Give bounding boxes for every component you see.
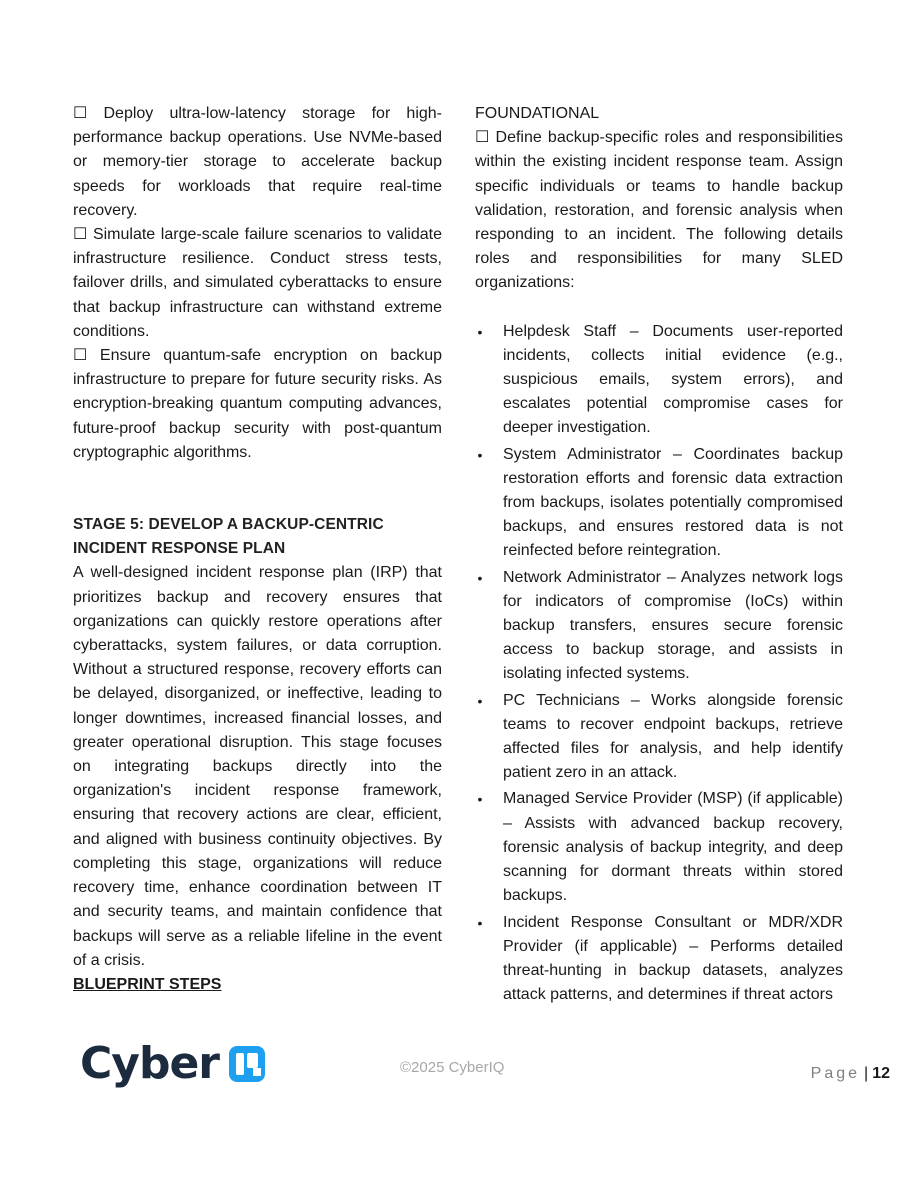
iq-logo-icon (227, 1044, 267, 1084)
page-label: Page (810, 1065, 861, 1082)
cyberiq-logo (80, 1038, 267, 1089)
paragraph-simulate-failure: ☐ Simulate large-scale failure scenarios to validate infrastructure resilience. Conduct stress tests, failover drills, and simulated cyberattacks to ensure that backup infrastructure can withstand extreme conditions. (73, 226, 442, 340)
stage-title-line1: STAGE 5: DEVELOP A BACKUP-CENTRIC (73, 516, 384, 534)
stage-title-line2: INCIDENT RESPONSE PLAN (73, 540, 286, 558)
right-column (475, 102, 843, 1009)
page-number (811, 1065, 890, 1083)
roles-list (475, 320, 843, 1008)
roles-intro: ☐ Define backup-specific roles and responsibilities within the existing incident response team. Assign specific individuals or teams to handle backup validation, restoration, and forensic analysis when responding to an incident. The following details roles and responsibilities for many SLED organizations: (475, 129, 843, 292)
list-item: • System Administrator – Coordinates backup restoration efforts and forensic data extraction from backups, isolates potentially compromised backups, and ensures restored data is not reinfected before reintegration. (475, 443, 843, 564)
blueprint-steps-heading: BLUEPRINT STEPS (73, 975, 222, 993)
bullet-icon: • (477, 569, 483, 586)
copyright: ©2025 CyberIQ (400, 1059, 505, 1076)
bullet-icon: • (477, 914, 483, 931)
paragraph-quantum-safe: ☐ Ensure quantum-safe encryption on backup infrastructure to prepare for future security risks. As encryption-breaking quantum computing advances, future-proof backup security with post-quantum cryptographic algorithms. (73, 347, 442, 461)
bullet-icon: • (477, 791, 483, 808)
list-item: • Network Administrator – Analyzes network logs for indicators of compromise (IoCs) within backup transfers, ensures secure forensic access to backup storage, and assists in isolating infected systems. (475, 566, 843, 687)
foundational-heading: FOUNDATIONAL (475, 105, 600, 122)
stage-body: A well-designed incident response plan (IRP) that prioritizes backup and recovery ensures that organizations can quickly restore operations after cyberattacks, system failures, or data corruption. Without a structured response, recovery efforts can be delayed, disorganized, or ineffective, leading to longer downtimes, increased financial losses, and greater operational disruption. This stage focuses on integrating backups directly into the organization's incident response framework, ensuring that recovery actions are clear, efficient, and aligned with business continuity objectives. By completing this stage, organizations will reduce recovery time, enhance coordination between IT and security teams, and maintain confidence that backups will serve as a reliable lifeline in the event of a crisis. (73, 564, 442, 969)
list-item: • Helpdesk Staff – Documents user-reported incidents, collects initial evidence (e.g., suspicious emails, system errors), and escalates potential compromise cases for deeper investigation. (475, 320, 843, 441)
paragraph-ultra-low-latency: ☐ Deploy ultra-low-latency storage for high-performance backup operations. Use NVMe-based or memory-tier storage to accelerate backup speeds for workloads that require real-time recovery. (73, 105, 442, 219)
list-item: • Incident Response Consultant or MDR/XDR Provider (if applicable) – Performs detailed threat-hunting in backup datasets, analyzes attack patterns, and determines if threat actors (475, 911, 843, 1008)
bullet-icon: • (477, 692, 483, 709)
left-column (73, 102, 442, 997)
list-item: • Managed Service Provider (MSP) (if applicable) – Assists with advanced backup recovery, forensic analysis of backup integrity, and deep scanning for dormant threats within stored backups. (475, 787, 843, 908)
page-number-value: 12 (872, 1065, 890, 1082)
bullet-icon: • (477, 323, 483, 340)
logo-wordmark: Cyber (80, 1038, 220, 1089)
list-item: • PC Technicians – Works alongside forensic teams to recover endpoint backups, retrieve affected files for analysis, and help identify patient zero in an attack. (475, 689, 843, 786)
bullet-icon: • (477, 446, 483, 463)
page-separator: | (864, 1065, 869, 1082)
stage-title (73, 513, 442, 561)
